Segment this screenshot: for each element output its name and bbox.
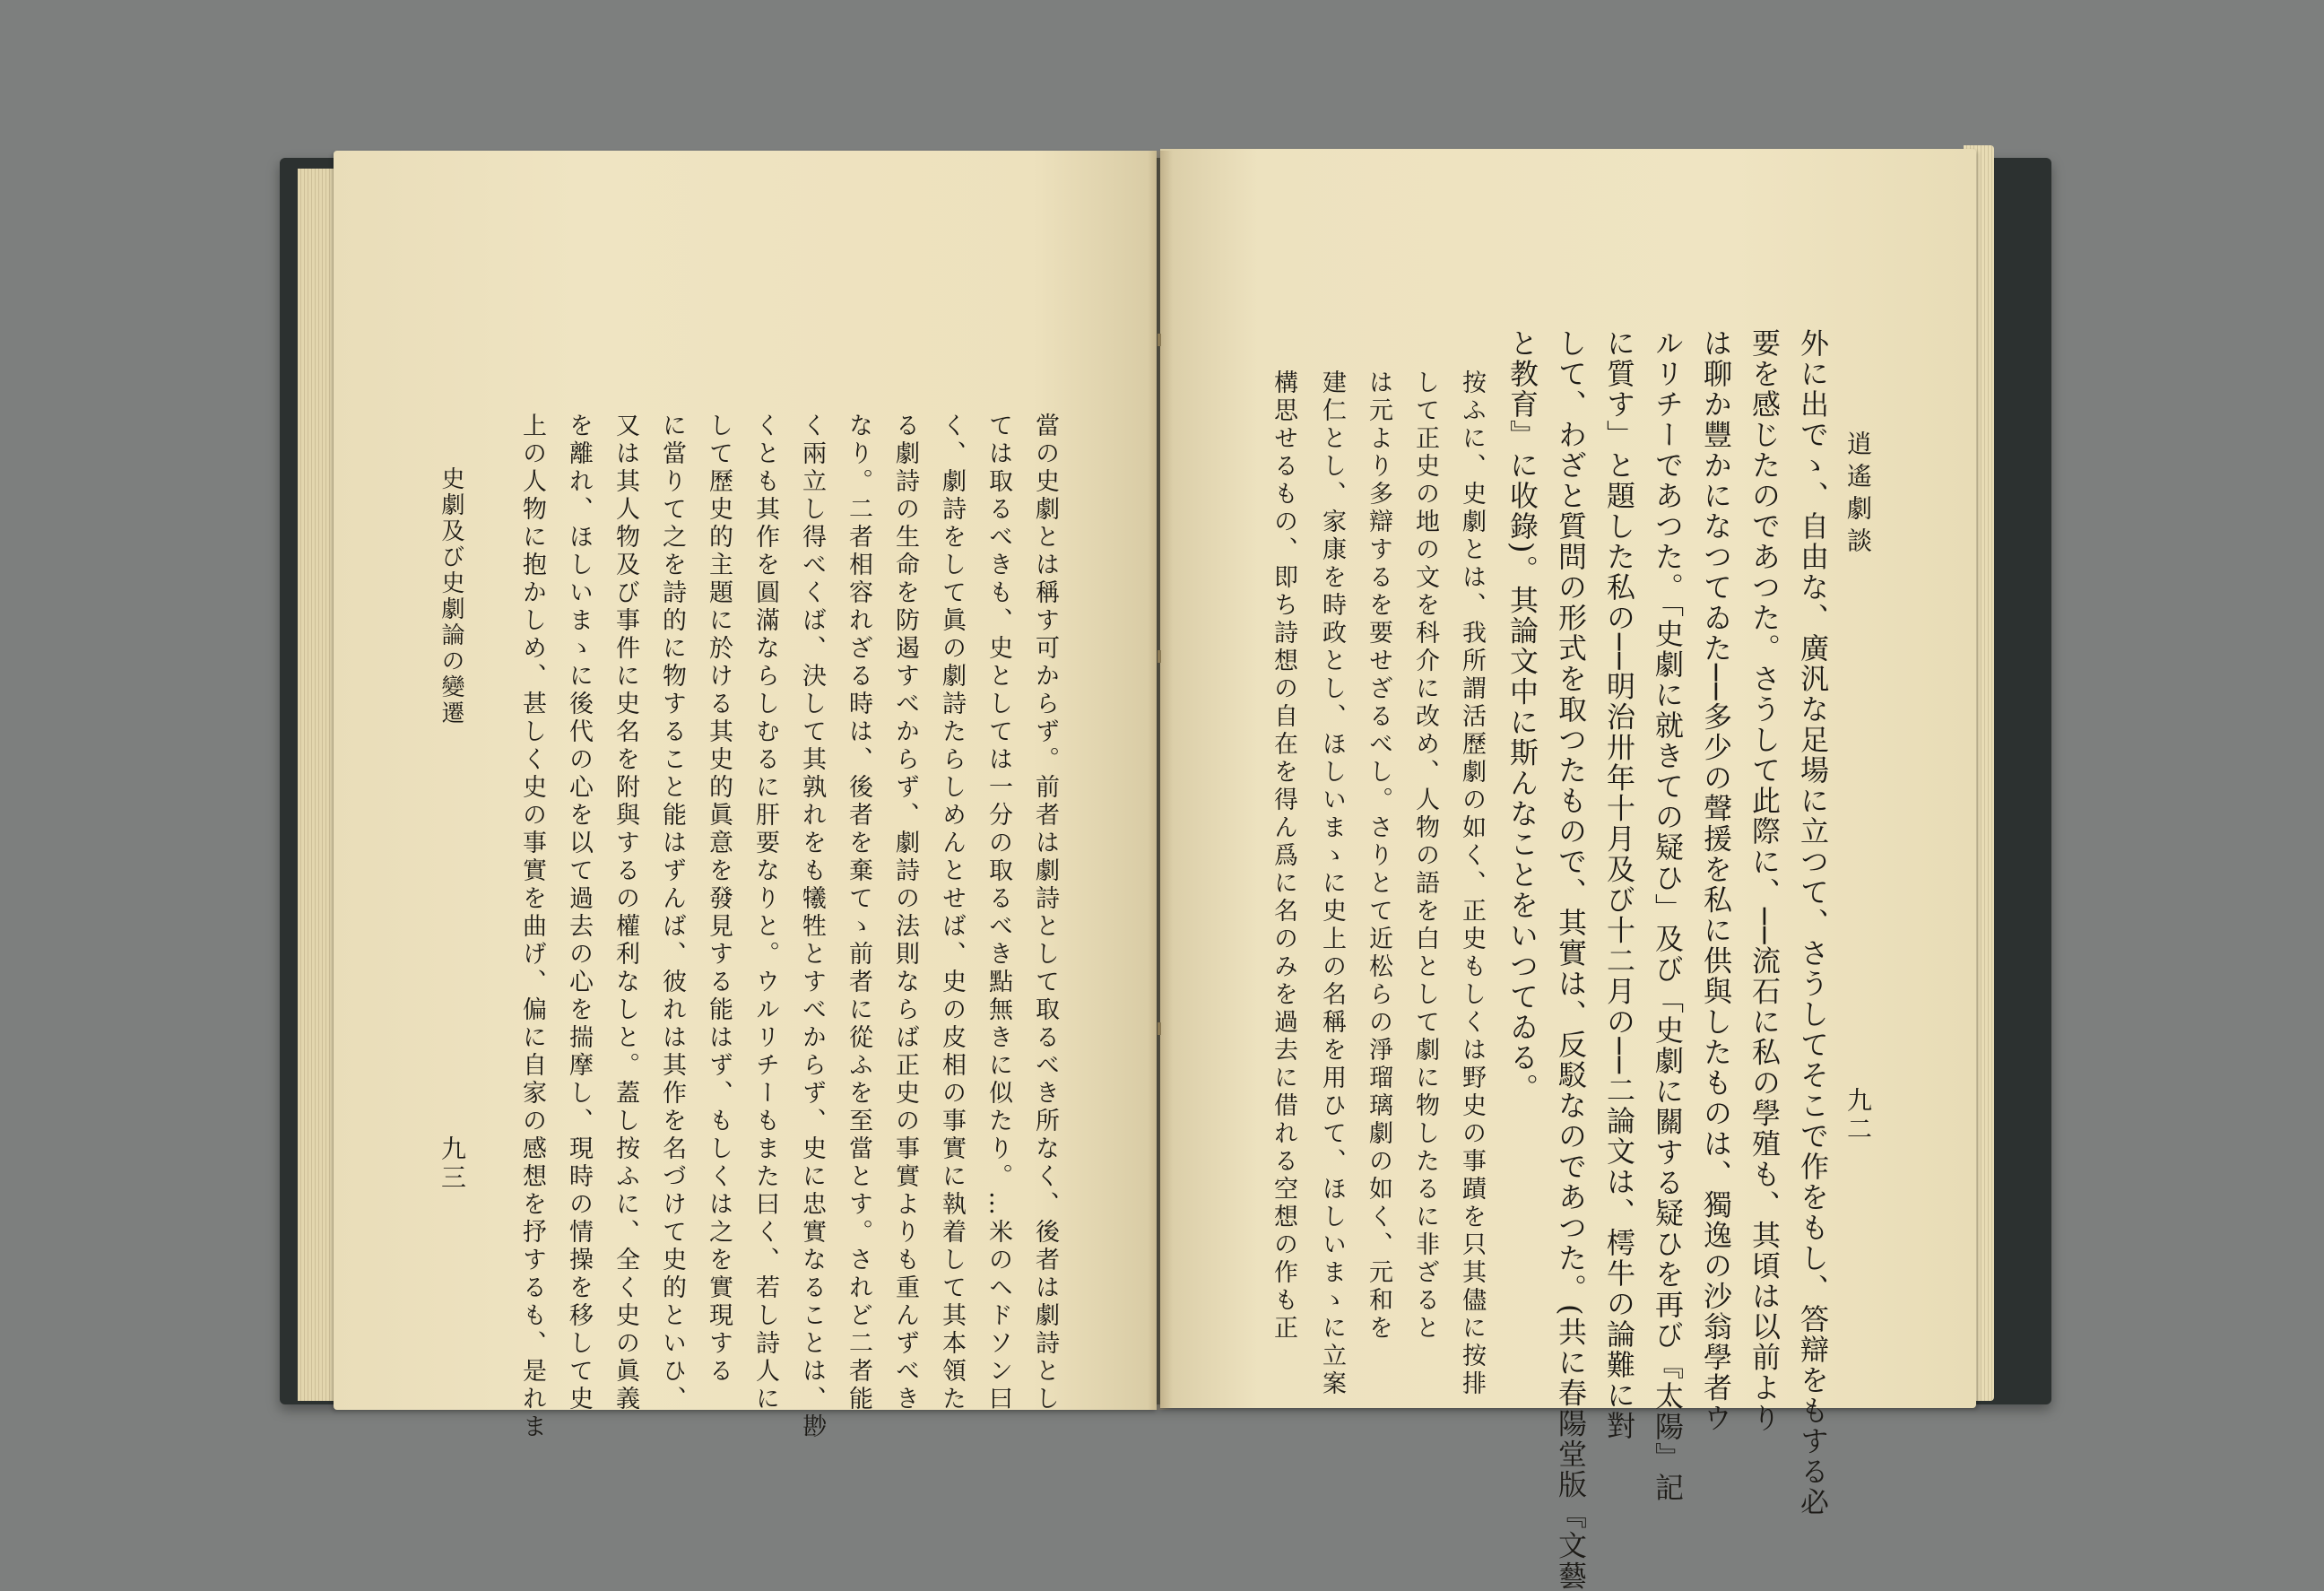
- quote-line: 構思せるもの、即ち詩想の自在を得ん爲に名のみを過去に借れる空想の作も正: [1270, 369, 1297, 1343]
- quote-line: に當りて之を詩的に物すること能はずんば、彼れは其作を名づけて史的といひ、: [658, 413, 686, 1413]
- quote-line: は元より多辯するを要せざるべし。さりとて近松らの淨瑠璃劇の如く、元和を: [1365, 369, 1392, 1343]
- page-edges-left: [298, 169, 337, 1401]
- quote-line: ては取るべきも、史としては一分の取るべき點無きに似たり。…米のヘドソン曰: [984, 413, 1012, 1413]
- quote-line: く兩立し得べくば、決して其孰れをも犧牲とすべからず、史に忠實なることは、尠: [798, 413, 826, 1441]
- quote-line: なり。二者相容れざる時は、後者を棄てゝ前者に從ふを至當とす。されど二者能: [845, 413, 872, 1413]
- text-line: 外に出でゝ、自由な、廣汎な足場に立つて、さうしてそこで作をもし、答辯をもする必: [1796, 328, 1830, 1517]
- quote-line: を離れ、ほしいまゝに後代の心を以て過去の心を揣摩し、現時の情操を移して史: [565, 413, 593, 1413]
- quote-line: 建仁とし、家康を時政とし、ほしいまゝに史上の名稱を用ひて、ほしいまゝに立案: [1318, 369, 1346, 1398]
- binding-stitch: [1158, 650, 1161, 663]
- quote-line: くとも其作を圓滿ならしむるに肝要なりと。ウルリチーもまた曰く、若し詩人に: [751, 413, 779, 1413]
- quote-line: 按ふに、史劇とは、我所謂活歷劇の如く、正史もしくは野史の事蹟を只其儘に按排: [1458, 369, 1486, 1398]
- quote-line: 當の史劇とは稱す可からず。前者は劇詩として取るべき所なく、後者は劇詩とし: [1031, 413, 1059, 1413]
- text-line: は聊か豐かになつてゐた──多少の聲援を私に供與したものは、獨逸の沙翁學者ウ: [1699, 328, 1733, 1434]
- text-line: ルリチーであつた。「史劇に就きての疑ひ」及び「史劇に關する疑ひを再び『太陽』記: [1651, 328, 1685, 1503]
- quote-line: して歷史的主題に於ける其史的眞意を發見する能はず、もしくは之を實現する: [705, 413, 733, 1386]
- text-line: 要を感じたのであつた。さうして此際に、──流石に私の學殖も、其頃は以前より: [1747, 328, 1782, 1434]
- quote-line: る劇詩の生命を防遏すべからず、劇詩の法則ならば正史の事實よりも重んずべき: [891, 413, 919, 1413]
- quote-line: く、劇詩をして眞の劇詩たらしめんとせば、史の皮相の事實に執着して其本領た: [938, 413, 966, 1413]
- binding-stitch: [1158, 334, 1161, 346]
- text-line: と教育』に收錄)。其論文中に斯んなことをいつてゐる。: [1505, 328, 1539, 1104]
- running-foot-title: 史劇及び史劇論の變遷: [438, 466, 464, 726]
- binding-stitch: [1158, 1022, 1161, 1035]
- quote-line: 上の人物に抱かしめ、甚しく史の事實を曲げ、偏に自家の感想を抒するも、是れま: [518, 413, 546, 1441]
- text-line: して、わざと質問の形式を取つたもので、其實は、反駁なのであつた。(共に春陽堂版『文藝: [1554, 328, 1588, 1591]
- quote-line: して正史の地の文を科介に改め、人物の語を白として劇に物したるに非ざると: [1411, 369, 1439, 1343]
- page-number-right: 九二: [1843, 1087, 1873, 1144]
- running-head: 逍遙劇談: [1843, 430, 1873, 560]
- quote-line: 又は其人物及び事件に史名を附與するの權利なしと。蓋し按ふに、全く史の眞義: [611, 413, 639, 1413]
- text-line: に質す」と題した私の──明治卅年十月及び十二月の──二論文は、樗牛の論難に對: [1602, 328, 1636, 1442]
- page-number-left: 九三: [438, 1135, 467, 1193]
